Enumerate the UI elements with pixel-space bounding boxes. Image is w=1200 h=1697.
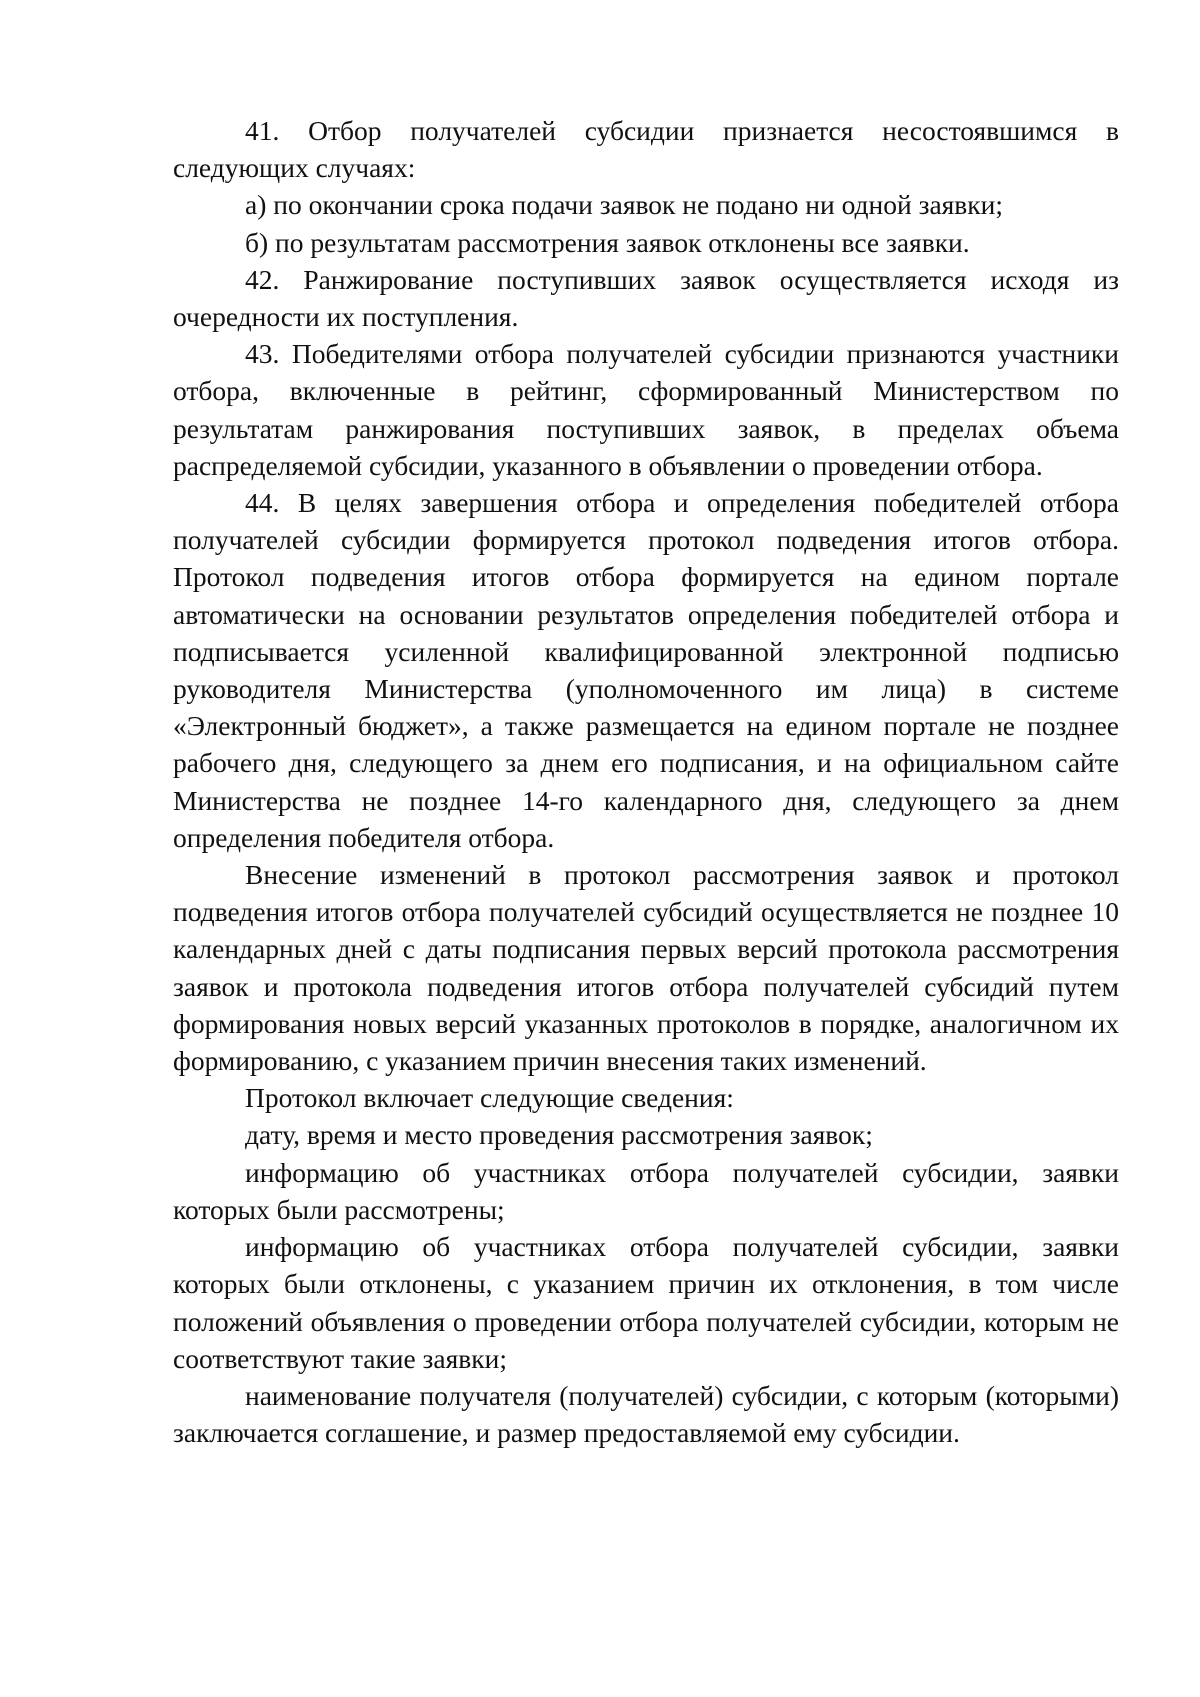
paragraph-protocol-item-date: дату, время и место проведения рассмотрения заявок; bbox=[245, 1119, 873, 1151]
paragraph-41-a: а) по окончании срока подачи заявок не подано ни одной заявки; bbox=[245, 189, 1003, 221]
paragraph-protocol-item-rejected: информацию об участниках отбора получателей субсидии, заявки которых были отклонены, с указанием причин их отклонения, в том числе положений объявления о проведении отбора получателей субсидии, которым не соответствуют такие заявки; bbox=[173, 1231, 1119, 1374]
paragraph-41-b: б) по результатам рассмотрения заявок отклонены все заявки. bbox=[245, 226, 970, 258]
paragraph-protocol-item-reviewed: информацию об участниках отбора получателей субсидии, заявки которых были рассмотрены; bbox=[173, 1156, 1119, 1225]
paragraph-amendments: Внесение изменений в протокол рассмотрения заявок и протокол подведения итогов отбора получателей субсидий осуществляется не позднее 10 календарных дней с даты подписания первых версий протокола рассмотрения заявок и протокола подведения итогов отбора получателей субсидий путем формирования новых версий указанных протоколов в порядке, аналогичном их формированию, с указанием причин внесения таких изменений. bbox=[173, 859, 1119, 1077]
paragraph-protocol-item-recipient: наименование получателя (получателей) субсидии, с которым (которыми) заключается соглашение, и размер предоставляемой ему субсидии. bbox=[173, 1379, 1119, 1449]
paragraph-41: 41. Отбор получателей субсидии признается несостоявшимся в следующих случаях: bbox=[173, 115, 1119, 184]
paragraph-44: 44. В целях завершения отбора и определения победителей отбора получателей субсидии формируется протокол подведения итогов отбора. Протокол подведения итогов отбора формируется на едином портале автоматически на основании результатов определения победителей отбора и подписывается усиленной квалифицированной электронной подписью руководителя Министерства (уполномоченного им лица) в системе «Электронный бюджет», а также размещается на едином портале не позднее рабочего дня, следующего за днем его подписания, и на официальном сайте Министерства не позднее 14-го календарного дня, следующего за днем определения победителя отбора. bbox=[173, 487, 1119, 853]
paragraph-43: 43. Победителями отбора получателей субсидии признаются участники отбора, включенные в рейтинг, сформированный Министерством по результатам ранжирования поступивших заявок, в пределах объема распределяемой субсидии, указанного в объявлении о проведении отбора. bbox=[173, 338, 1119, 481]
document-body bbox=[173, 112, 1119, 1451]
paragraph-protocol-intro: Протокол включает следующие сведения: bbox=[245, 1082, 734, 1114]
paragraph-42: 42. Ранжирование поступивших заявок осуществляется исходя из очередности их поступления. bbox=[173, 263, 1119, 333]
